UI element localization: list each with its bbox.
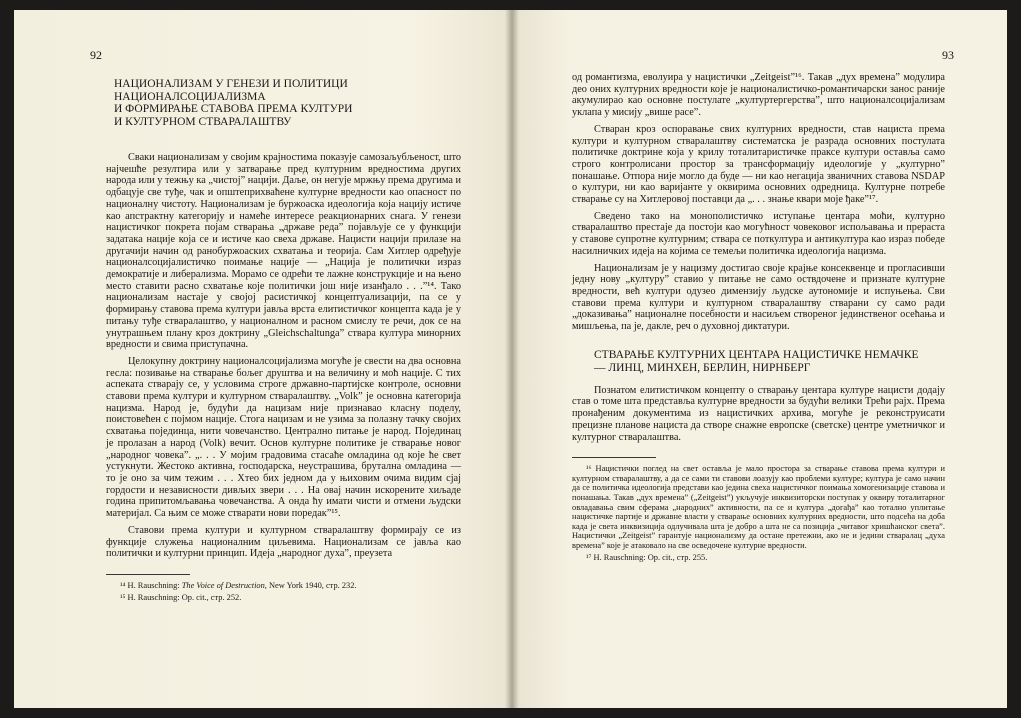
footnote-marker: ¹⁵ xyxy=(120,592,126,602)
body-paragraph: Ставови према култури и културном стваралаштву формирају се из функције служења националним циљевима. Национализам се јавља као политички и културни принцип. Идеја „народног духа”, преузета xyxy=(106,524,461,560)
body-paragraph: Национализам је у нацизму достигао своје крајње консеквенце и прогласивши једну нову „културу” ставио у питање не само оствдочене и признате културне вредности, већ култури одузео димензију људске аутономије и испуњења. Сви ставови према култури и културном стваралаштву стварани су само ради „доказивања” националне посебности и насиљем створеног јединственог осећања и мишљења, па је, дакле, реч о духовној диктатури. xyxy=(572,262,945,333)
chapter-title xyxy=(114,78,461,128)
footnote xyxy=(106,581,461,591)
right-page-content xyxy=(572,72,945,564)
footnote-title: The Voice of Destruction, xyxy=(181,580,267,590)
page-number-left: 92 xyxy=(90,48,102,62)
body-paragraph: од романтизма, еволуира у нацистички „Zeitgeist”¹⁶. Такав „дух времена” модулира део оних културних вредности које је националистичко-романтичарски занос раније акумулирао као основне постулате „културтергерства”, што националсоцијализам уклапа у мисију „више расе”. xyxy=(572,72,945,119)
footnote-text: H. Rauschning: Op. cit., стр. 255. xyxy=(593,552,708,562)
chapter-title-line: И КУЛТУРНОМ СТВАРАЛАШТВУ xyxy=(114,115,292,128)
footnote-rest: Op. cit., стр. 252. xyxy=(181,592,242,602)
book-gutter xyxy=(505,10,519,708)
section-title-line: СТВАРАЊЕ КУЛТУРНИХ ЦЕНТАРА НАЦИСТИЧКЕ НЕМАЧКЕ xyxy=(594,348,919,361)
left-page-content xyxy=(106,74,461,604)
left-page xyxy=(14,10,512,708)
footnote-divider xyxy=(106,574,190,575)
body-paragraph: Познатом елитистичком концепту о стварању центара културе нацисти додају став о томе шта представља културне вредности за будући велики Трећи рајх. Према пронађеним документима из нацистичких архива, могуће је реконструисати прецизне планове нациста да створе снажне европске (светске) центре уметничког и културног стваралаштва. xyxy=(572,384,945,443)
footnote-divider xyxy=(572,457,656,458)
right-page xyxy=(512,10,1007,708)
body-paragraph: Сваки национализам у својим крајностима показује самозаљубљеност, што најчешће резултира или у затварање пред културним вредностима других народа или у тежњу ка „чистој” нацији. Даље, он негује мржњу према другима и одбацује све туђе, чак и општеприхваћене културне вредности као опасност по националну чистоту. Национализам је буржоаска идеологија која нацију истиче као апстрактну категорију и намеће интересе реакционарних снага. У генези нацистичког покрета појам стварања „државе реда” појављује се у функцији задатака нације која се и истиче као свеха државе. Нацисти нацији прилазе на другачији начин од ранобуржоаских схватања и теорија. Сам Хитлер одређује националсоцијалистичко поимање нације — „Нација је политички израз демократије и либерализма. Морамо се одрећи те лажне конструкције и на њено место ставити расно схватање које политички још није изанђало . . .”¹⁴. Тако национализам настаје у својој расистичкој концептуализацији, па се у формирању ставова према култури јавља врста елитистичког концепта када је у питању туђе стваралаштво, у националном и расном смислу те речи, док се на унутрашњем плану кроз доктрину „Gleichschaltunga” ствара култура минорних вредности и свима приступачна. xyxy=(106,152,461,351)
chapter-title-line: НАЦИОНАЛИЗАМ У ГЕНЕЗИ И ПОЛИТИЦИ xyxy=(114,78,348,90)
footnote-marker: ¹⁶ xyxy=(586,464,592,474)
footnote xyxy=(106,593,461,603)
body-paragraph: Сведено тако на монополистичко иступање центара моћи, културно стваралаштво престаје да постоји као могућност човековог испољавања и прераста у ставове супротне културним; ствара се поткултура и антикултура као израз победе насилничких идеја на којима се темељи политичка идеологија нацизма. xyxy=(572,210,945,257)
footnote-author: H. Rauschning: xyxy=(127,580,180,590)
footnote-text: Нацистички поглед на свет оставља је мало простора за стварање ставова према култури и културном стваралаштву, а да се сами ти ставови лоазују као проблеми културе; култура је само начин да се политичка идеологија представи као једина свеха нацистичког поимања хомогенизације ставова и понашања. Такав „дух времена” („Zeitgeist”) укључује инквизиторски поступак у оквиру тоталитарног овладавања свим сферама „народних” активности, па се и култура „догађа” као тотално уплитање нацистичке партије и државне власти у стварање основних културних вредности, што подсећа на доба када је света инквизиција одлучивала шта је добро а шта не са позиција „читавог хришћанског света”. Нацистички „Zeitgeist” гарантује национализму да остане претежни, ако не и једини стваралац „духа времена” које је атаковало на све осведочене културне вредности. xyxy=(572,464,946,551)
footnote-marker: ¹⁷ xyxy=(586,552,592,562)
body-paragraph: Целокупну доктрину националсоцијализма могуће је свести на два основна гесла: позивање на стварање бољег друштва и на величину и моћ нације. С тих аспеката стварају се, у условима строге државно-партијске контроле, основни ставови према култури и културном стваралаштву. „Volk” је основна категорија нацизма. Народ је, будући да нацизам није признавао класну поделу, поистовећен с појмом нације. Стога нацизам и не узима за полазну тачку својих схватања појединца, нити човечанство. Централно питање је народ. Појединац је пролазан а народ (Volk) вечит. Основ културне политике је стварање новог „народног човека”. „. . . У мојим градовима стасаће омладина од које ће свет устукнути. Жестоко активна, господарска, неустрашива, брутална омладина — то је оно за чим тежим . . . Хтео бих једном да у њиховим очима видим сјај гордости и независности дивљих звери . . . На овај начин искорените хиљаде година припитомљавања човечанства. А онда ћу имати чисти и отмени људски материјал. Са њим се може стварати нови поредак”¹⁵. xyxy=(106,355,461,520)
footnote xyxy=(572,553,945,563)
body-paragraph: Стваран кроз оспоравање свих културних вредности, став нациста према култури и културном стваралаштву систематска је разрада основних постулата политичке доктрине која у крилу тоталитаристичке праксе култури оставља само строго контролисани простор за трансформацију идеологије у „културно” понашање. Отпора није могло да буде — ни као негација званичних ставова NSDAP о култури, ни као варијанте у оквирима основних одредница. Културне потребе стварање су на Хитлеровој поставци да „. . . знање квари моје ђаке”¹⁷. xyxy=(572,123,945,206)
page-number-right: 93 xyxy=(942,48,954,62)
footnote-author: H. Rauschning: xyxy=(127,592,180,602)
footnote xyxy=(572,464,945,550)
section-title xyxy=(594,349,945,375)
chapter-title-line: НАЦИОНАЛСОЦИЈАЛИЗМА xyxy=(114,90,266,103)
chapter-title-line: И ФОРМИРАЊЕ СТАВОВА ПРЕМА КУЛТУРИ xyxy=(114,103,353,115)
section-title-line: — ЛИНЦ, МИНХЕН, БЕРЛИН, НИРНБЕРГ xyxy=(594,361,811,374)
footnote-marker: ¹⁴ xyxy=(120,580,126,590)
footnote-rest: New York 1940, стр. 232. xyxy=(268,580,357,590)
